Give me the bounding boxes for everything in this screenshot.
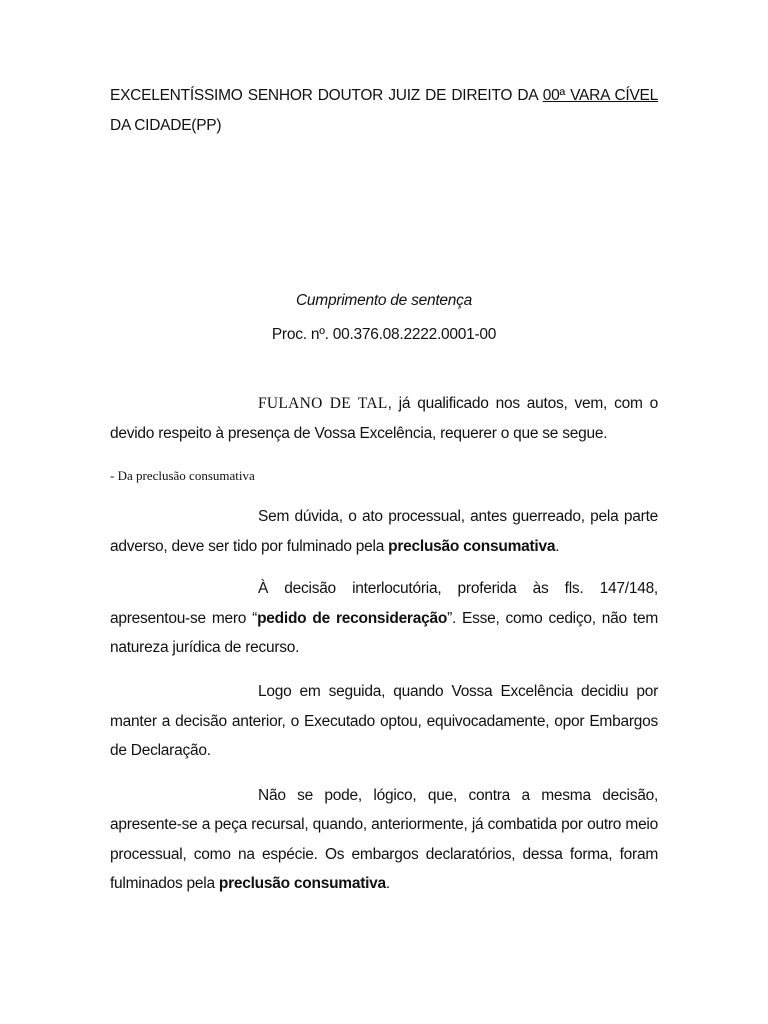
party-name: FULANO DE TAL bbox=[258, 395, 388, 412]
p4-line-4 bbox=[110, 874, 658, 894]
addressee-line-2: DA CIDADE(PP) bbox=[110, 117, 222, 134]
p1-line-1: Sem dúvida, o ato processual, antes guerreado, pela parte bbox=[258, 508, 658, 525]
case-type-text: Cumprimento de sentença bbox=[295, 292, 473, 309]
case-type bbox=[0, 291, 768, 311]
p4-line-1: Não se pode, lógico, que, contra a mesma decisão, bbox=[258, 787, 658, 804]
p1-line-2-text: adverso, deve ser tido por fulminado pela bbox=[110, 538, 389, 555]
p2-line-2-text: apresentou-se mero “ bbox=[110, 610, 258, 627]
p4-line-3: processual, como na espécie. Os embargos declaratórios, dessa forma, foram bbox=[110, 846, 658, 863]
p3-line-1: Logo em seguida, quando Vossa Excelência decidiu por bbox=[258, 683, 658, 700]
reconsideracao-emphasis: pedido de reconsideração bbox=[257, 610, 448, 627]
process-number: Proc. nº. 00.376.08.2222.0001-00 bbox=[271, 326, 497, 343]
p3-line-2: manter a decisão anterior, o Executado optou, equivocadamente, opor Embargos bbox=[110, 713, 658, 730]
preclusao-emphasis-2: preclusão consumativa bbox=[218, 875, 386, 892]
preclusao-emphasis: preclusão consumativa bbox=[388, 538, 556, 555]
p2-line-2 bbox=[110, 609, 658, 629]
p4-line-4-text: fulminados pela bbox=[110, 875, 219, 892]
p3-line-3: de Declaração. bbox=[110, 742, 211, 759]
addressee-prefix: EXCELENTÍSSIMO SENHOR DOUTOR JUIZ DE DIREITO DA bbox=[110, 87, 543, 104]
court-vara: 00ª VARA CÍVEL bbox=[542, 87, 659, 104]
section-heading: - Da preclusão consumativa bbox=[110, 468, 255, 483]
p4-line-2: apresente-se a peça recursal, quando, anteriormente, já combatida por outro meio bbox=[110, 816, 658, 833]
p1-line-2-end: . bbox=[555, 538, 560, 555]
p2-line-2-end: ”. Esse, como cediço, não tem bbox=[447, 610, 659, 627]
intro-line-2: devido respeito à presença de Vossa Excelência, requerer o que se segue. bbox=[110, 425, 608, 442]
addressee-line-1 bbox=[110, 86, 658, 106]
p2-line-1: À decisão interlocutória, proferida às fls. 147/148, bbox=[258, 580, 658, 597]
p1-line-2 bbox=[110, 537, 658, 557]
p2-line-3: natureza jurídica de recurso. bbox=[110, 639, 300, 656]
p4-line-4-end: . bbox=[385, 875, 390, 892]
intro-line-1 bbox=[258, 394, 658, 414]
intro-line-1-rest: , já qualificado nos autos, vem, com o bbox=[387, 395, 658, 412]
